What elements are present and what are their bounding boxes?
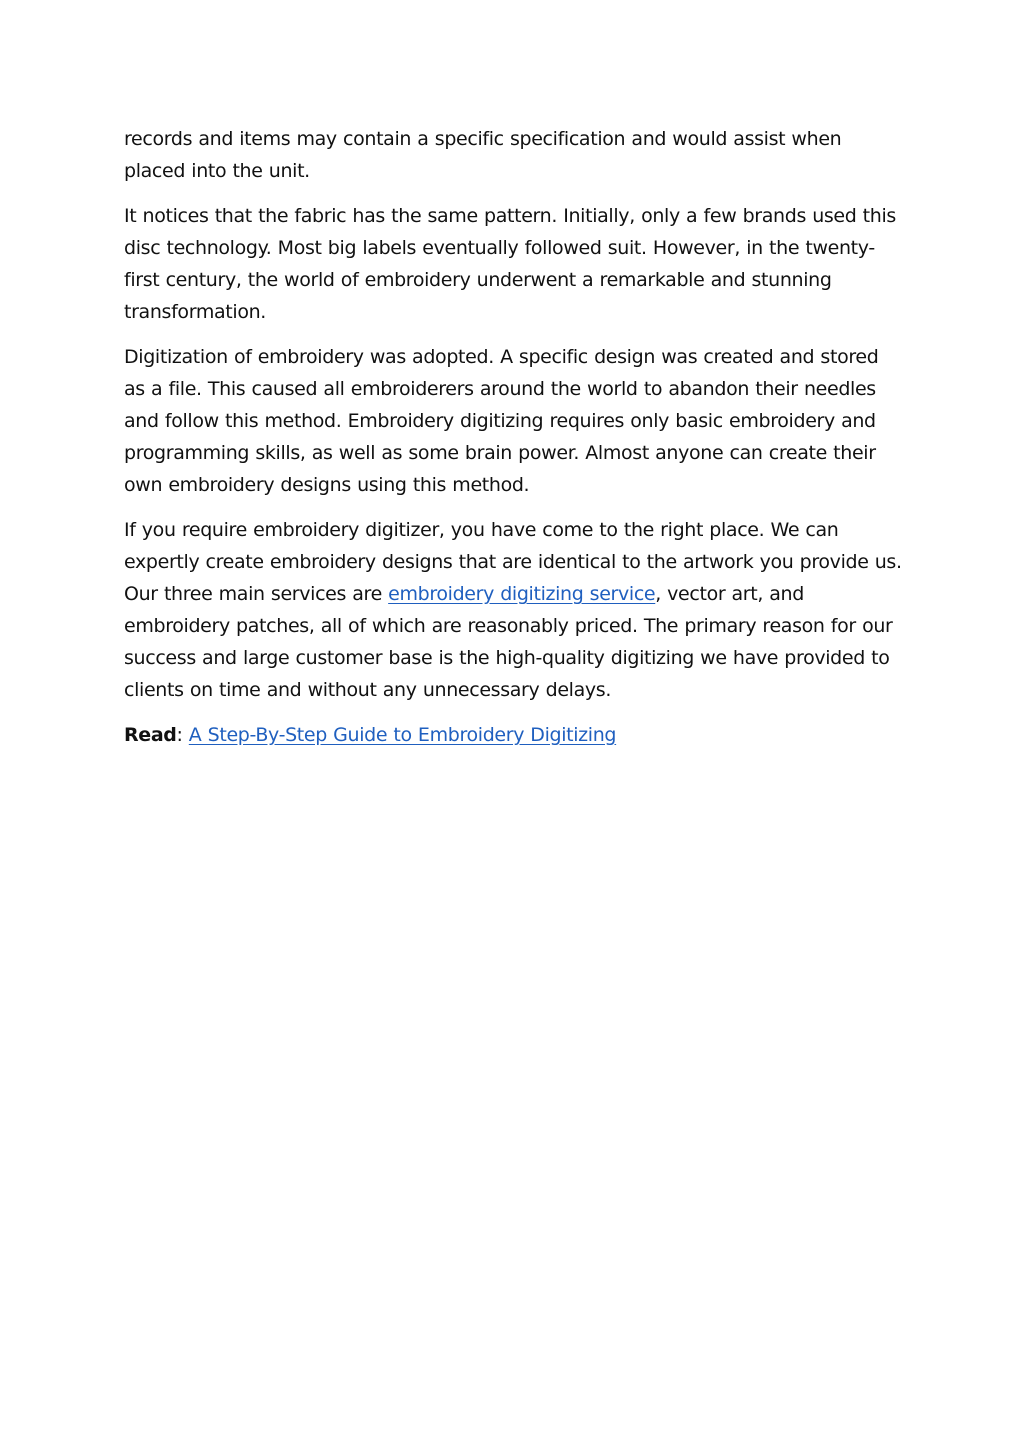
services-text-before-link: If you require embroidery digitizer, you have come to the right place. We can expertly create embroidery designs that are identical to the artwork you provide us. Our three main services are	[124, 519, 902, 605]
read-separator: :	[176, 724, 189, 746]
paragraph-records: records and items may contain a specific specification and would assist when placed into the unit.	[124, 128, 842, 182]
embroidery-digitizing-service-link[interactable]: embroidery digitizing service	[388, 583, 656, 605]
paragraph-fabric-pattern: It notices that the fabric has the same pattern. Initially, only a few brands used this disc technology. Most big labels eventually followed suit. However, in the twenty-first century, the world of embroidery underwent a remarkable and stunning transformation.	[124, 205, 896, 323]
paragraph-digitization: Digitization of embroidery was adopted. A specific design was created and stored as a file. This caused all embroiderers around the world to abandon their needles and follow this method. Embroidery digitizing requires only basic embroidery and programming skills, as well as some brain power. Almost anyone can create their own embroidery designs using this method.	[124, 346, 879, 496]
services-text-after-link: , vector art, and embroidery patches, all of which are reasonably priced. The primary reason for our success and large customer base is the high-quality digitizing we have provided to clients on time and without any unnecessary delays.	[124, 583, 893, 701]
paragraph-services	[124, 514, 904, 706]
document-body	[124, 123, 904, 764]
step-by-step-guide-link[interactable]: A Step-By-Step Guide to Embroidery Digitizing	[188, 724, 617, 746]
read-label: Read	[124, 724, 177, 746]
read-more-line	[124, 719, 904, 751]
